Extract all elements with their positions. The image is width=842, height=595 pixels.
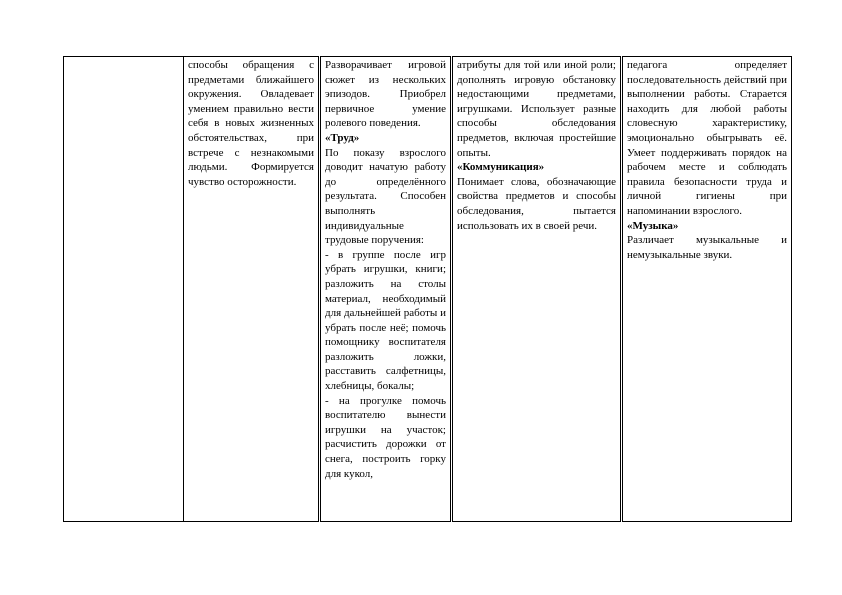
- table-cell-col2: [320, 57, 452, 522]
- col3-text-2: Понимает слова, обозначающие свойства предметов и способы обследования, пытается использовать их в своей речи.: [457, 175, 616, 232]
- col2-labor-text: По показу взрослого доводит начатую работу до определённого результата. Способен выполнять индивидуальные трудовые поручения:: [325, 146, 446, 247]
- col2-item-2: - на прогулке помочь воспитателю вынести игрушки на участок; расчистить дорожки от снега, построить горку для кукол,: [325, 394, 446, 480]
- col4-text-1: педагога определяет последовательность действий при выполнении работы. Старается находить для любой работы словесную характеристику, эмоционально обыгрывать её. Умеет поддерживать порядок на рабочем месте и соблюдать правила безопасности труда и личной гигиены при напоминании взрослого.: [627, 59, 787, 217]
- table-cell-col1: [184, 57, 320, 522]
- col2-item-1: - в группе после игр убрать игрушки, книги; разложить на столы материал, необходимый для дальнейшей работы и убрать после неё; помочь помощнику воспитателя разложить ложки, расставить салфетницы, хлебницы, бокалы;: [325, 248, 446, 393]
- col3-text-1: атрибуты для той или иной роли; дополнять игровую обстановку недостающими предметами, игрушками. Использует разные способы обследования предметов, включая простейшие опыты.: [457, 59, 616, 159]
- col4-text-2: Различает музыкальные и немузыкальные звуки.: [627, 234, 787, 261]
- heading-music: «Музыка»: [627, 219, 679, 232]
- table-row: [64, 57, 792, 522]
- table-cell-col3: [452, 57, 622, 522]
- col2-intro: Разворачивает игровой сюжет из нескольких эпизодов. Приобрел первичное умение ролевого поведения.: [325, 59, 446, 130]
- table-cell-empty: [64, 57, 184, 522]
- table-cell-col4: [622, 57, 792, 522]
- heading-labor: «Труд»: [325, 131, 360, 144]
- col1-text: способы обращения с предметами ближайшего окружения. Овладевает умением правильно вести себя в новых жизненных обстоятельствах, при встрече с незнакомыми людьми. Формируется чувство осторожности.: [188, 59, 314, 188]
- content-table: [63, 56, 792, 522]
- heading-communication: «Коммуникация»: [457, 161, 545, 174]
